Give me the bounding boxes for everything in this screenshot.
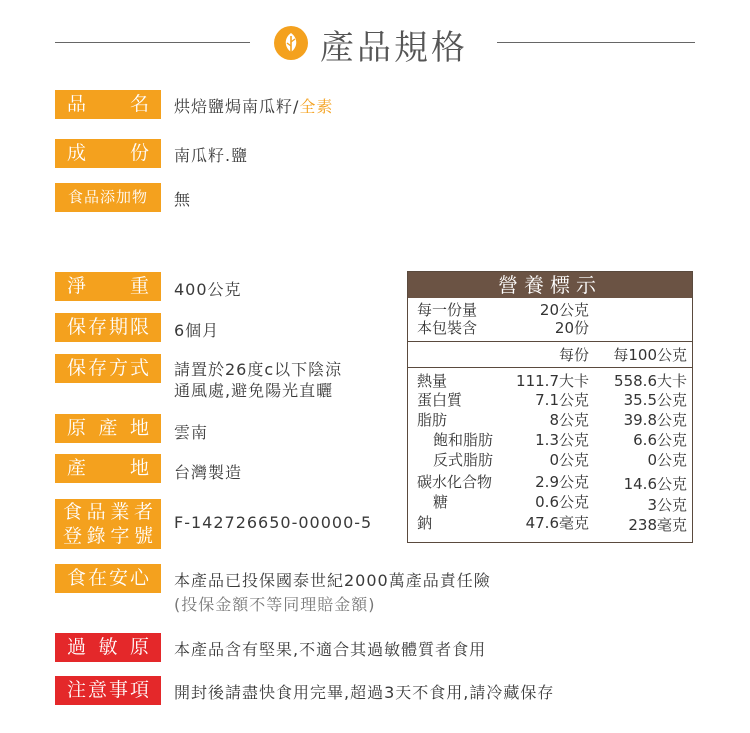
nutrient-serving-trans-fat: 0公克	[549, 451, 589, 469]
net-weight-label: 淨重	[55, 272, 161, 301]
nutrient-name-saturated-fat: 飽和脂肪	[433, 431, 494, 449]
nutrient-name-energy: 熱量	[417, 372, 448, 390]
header-rule-left	[55, 42, 250, 43]
origin-value: 雲南	[174, 423, 209, 442]
nutrient-100g-fat: 39.8公克	[623, 411, 687, 429]
vegan-badge: 全素	[299, 97, 334, 116]
nutrition-table	[407, 271, 693, 543]
insurance-line-1: 本產品已投保國泰世紀2000萬產品責任險	[174, 571, 491, 590]
leaf-icon	[273, 25, 309, 61]
nutrient-name-sodium: 鈉	[417, 514, 433, 532]
insurance-line-2: (投保金額不等同理賠金額)	[174, 595, 376, 614]
nutrition-separator-1	[408, 341, 692, 342]
page-title: 產品規格	[320, 28, 468, 68]
name-value	[174, 94, 333, 117]
nutrient-100g-carbohydrate: 14.6公克	[623, 475, 687, 493]
insurance-label: 食在安心	[55, 564, 161, 593]
registration-label-line-1: 食品業者	[63, 501, 153, 523]
nutrition-separator-2	[408, 367, 692, 368]
allergen-value: 本產品含有堅果,不適合其過敏體質者食用	[174, 640, 487, 659]
ingredients-value: 南瓜籽.鹽	[174, 146, 249, 165]
storage-line-2: 通風處,避免陽光直曬	[174, 381, 334, 400]
storage-line-1: 請置於26度c以下陰涼	[174, 360, 343, 379]
shelf-life-label: 保存期限	[55, 313, 161, 342]
servings-per-pack-value: 20份	[554, 319, 589, 337]
additives-value: 無	[174, 190, 192, 209]
serving-size-value: 20公克	[539, 301, 589, 319]
nutrient-serving-protein: 7.1公克	[535, 391, 589, 409]
nutrient-100g-sugar: 3公克	[647, 496, 687, 514]
servings-per-pack-label: 本包裝含	[417, 319, 478, 337]
nutrient-name-sugar: 糖	[433, 493, 449, 511]
registration-label	[55, 499, 161, 549]
col-per-100g-header: 每100公克	[613, 346, 687, 364]
nutrient-serving-sugar: 0.6公克	[535, 493, 589, 511]
registration-label-line-2: 登錄字號	[63, 525, 153, 547]
nutrient-serving-energy: 111.7大卡	[516, 372, 589, 390]
origin-label: 原產地	[55, 414, 161, 443]
caution-value: 開封後請盡快食用完畢,超過3天不食用,請冷藏保存	[174, 683, 555, 702]
nutrient-serving-carbohydrate: 2.9公克	[535, 473, 589, 491]
nutrient-serving-saturated-fat: 1.3公克	[535, 431, 589, 449]
nutrient-100g-trans-fat: 0公克	[647, 451, 687, 469]
nutrient-100g-protein: 35.5公克	[623, 391, 687, 409]
header-rule-right	[497, 42, 695, 43]
nutrient-name-trans-fat: 反式脂肪	[433, 451, 494, 469]
net-weight-value: 400公克	[174, 280, 242, 299]
col-per-serving-header: 每份	[558, 346, 589, 364]
storage-label: 保存方式	[55, 354, 161, 383]
nutrient-100g-sodium: 238毫克	[628, 516, 687, 534]
producer-label: 產地	[55, 454, 161, 483]
nutrition-title: 營養標示	[408, 272, 692, 298]
producer-value: 台灣製造	[174, 463, 243, 482]
nutrient-name-protein: 蛋白質	[417, 391, 463, 409]
allergen-label: 過敏原	[55, 633, 161, 662]
nutrient-serving-fat: 8公克	[549, 411, 589, 429]
name-label: 品名	[55, 90, 161, 119]
nutrient-100g-saturated-fat: 6.6公克	[633, 431, 687, 449]
shelf-life-value: 6個月	[174, 321, 220, 340]
nutrient-name-fat: 脂肪	[417, 411, 448, 429]
ingredients-label: 成份	[55, 139, 161, 168]
serving-size-label: 每一份量	[417, 301, 478, 319]
product-name: 烘焙鹽焗南瓜籽/	[174, 97, 300, 116]
additives-label: 食品添加物	[55, 183, 161, 212]
caution-label: 注意事項	[55, 676, 161, 705]
nutrient-name-carbohydrate: 碳水化合物	[417, 473, 493, 491]
nutrient-serving-sodium: 47.6毫克	[525, 514, 589, 532]
registration-value: F-142726650-00000-5	[174, 513, 373, 532]
nutrient-100g-energy: 558.6大卡	[614, 372, 687, 390]
